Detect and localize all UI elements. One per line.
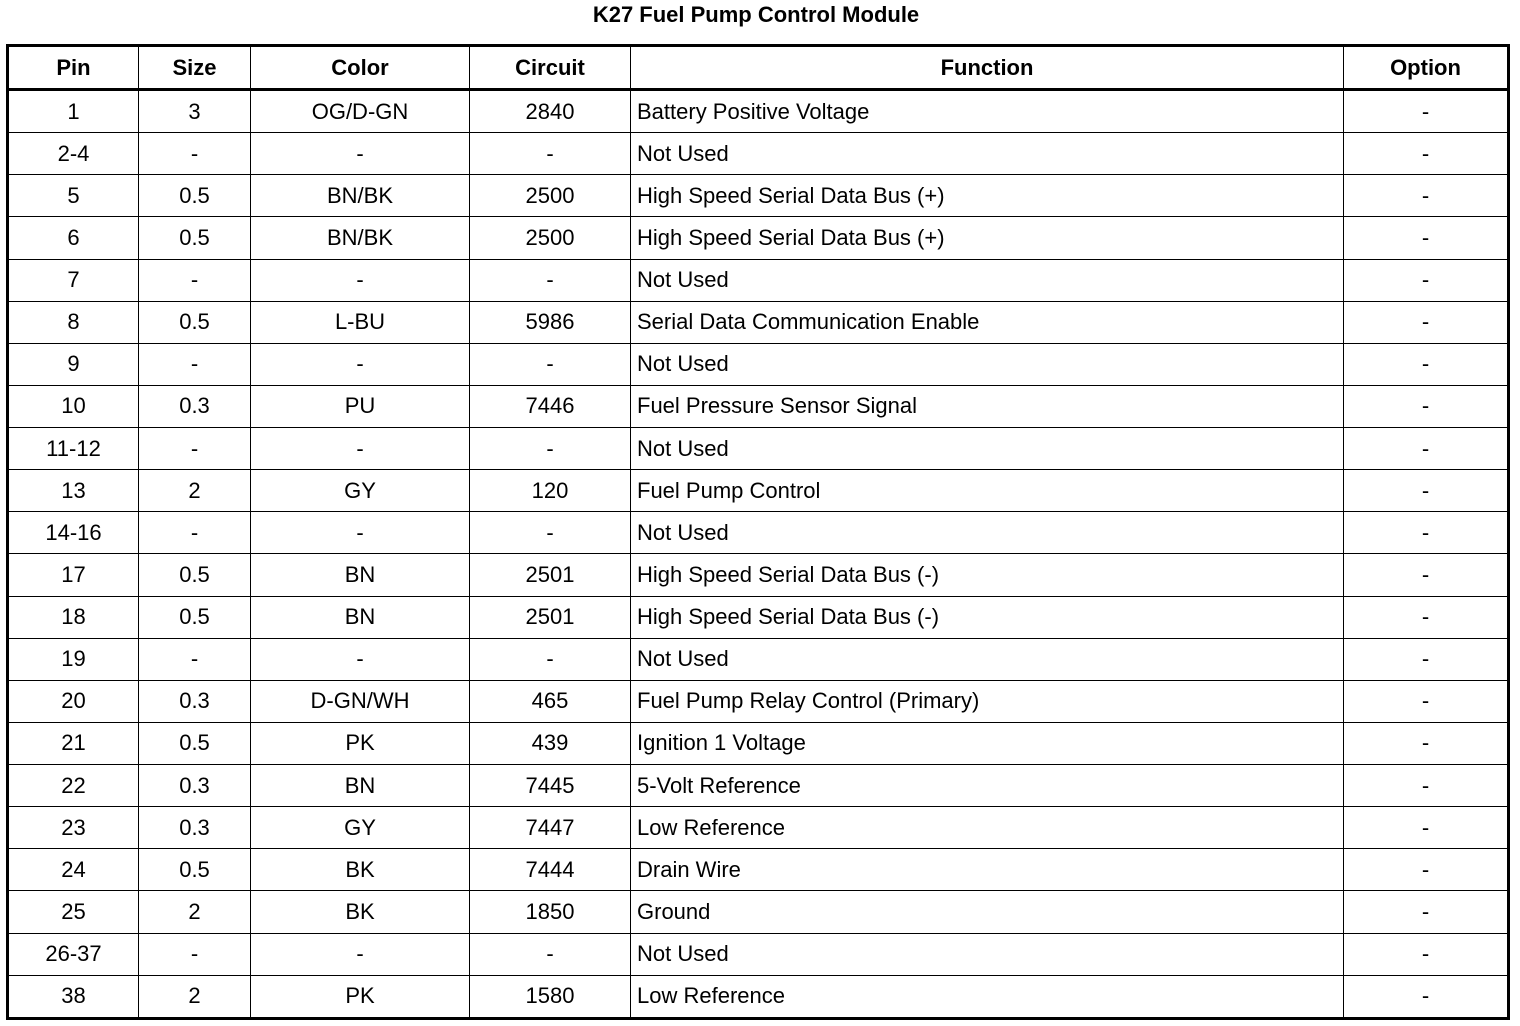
- cell-pin: 20: [8, 680, 139, 722]
- cell-pin: 23: [8, 807, 139, 849]
- cell-circuit: 2501: [470, 596, 631, 638]
- cell-size: 0.5: [139, 554, 251, 596]
- cell-function: Not Used: [631, 512, 1344, 554]
- cell-size: 0.5: [139, 849, 251, 891]
- cell-pin: 17: [8, 554, 139, 596]
- cell-pin: 22: [8, 765, 139, 807]
- table-row: [8, 554, 1509, 596]
- cell-function: Not Used: [631, 638, 1344, 680]
- cell-size: -: [139, 428, 251, 470]
- cell-size: 0.3: [139, 680, 251, 722]
- cell-function: Not Used: [631, 933, 1344, 975]
- cell-function: High Speed Serial Data Bus (+): [631, 217, 1344, 259]
- cell-option: -: [1344, 722, 1509, 764]
- cell-circuit: 5986: [470, 301, 631, 343]
- cell-pin: 1: [8, 90, 139, 133]
- cell-size: -: [139, 933, 251, 975]
- cell-circuit: -: [470, 638, 631, 680]
- cell-color: BN/BK: [251, 175, 470, 217]
- cell-option: -: [1344, 90, 1509, 133]
- cell-pin: 9: [8, 343, 139, 385]
- cell-pin: 19: [8, 638, 139, 680]
- cell-size: 0.3: [139, 807, 251, 849]
- cell-function: Battery Positive Voltage: [631, 90, 1344, 133]
- cell-circuit: 1580: [470, 975, 631, 1018]
- cell-function: Fuel Pump Relay Control (Primary): [631, 680, 1344, 722]
- cell-option: -: [1344, 680, 1509, 722]
- cell-color: -: [251, 133, 470, 175]
- cell-function: Ignition 1 Voltage: [631, 722, 1344, 764]
- table-row: [8, 596, 1509, 638]
- cell-option: -: [1344, 891, 1509, 933]
- cell-circuit: -: [470, 259, 631, 301]
- cell-circuit: -: [470, 933, 631, 975]
- cell-function: Fuel Pressure Sensor Signal: [631, 385, 1344, 427]
- cell-function: Low Reference: [631, 975, 1344, 1018]
- header-row: [8, 46, 1509, 90]
- cell-option: -: [1344, 975, 1509, 1018]
- table-row: [8, 259, 1509, 301]
- cell-circuit: 7445: [470, 765, 631, 807]
- cell-size: 0.5: [139, 175, 251, 217]
- cell-function: Ground: [631, 891, 1344, 933]
- cell-circuit: 7444: [470, 849, 631, 891]
- cell-circuit: 2840: [470, 90, 631, 133]
- cell-pin: 26-37: [8, 933, 139, 975]
- cell-color: GY: [251, 470, 470, 512]
- cell-function: Fuel Pump Control: [631, 470, 1344, 512]
- header-size: Size: [139, 46, 251, 90]
- header-function: Function: [631, 46, 1344, 90]
- cell-option: -: [1344, 849, 1509, 891]
- table-row: [8, 512, 1509, 554]
- cell-circuit: 1850: [470, 891, 631, 933]
- pinout-table: [6, 44, 1510, 1020]
- table-row: [8, 301, 1509, 343]
- cell-color: -: [251, 512, 470, 554]
- table-row: [8, 133, 1509, 175]
- header-circuit: Circuit: [470, 46, 631, 90]
- cell-color: PU: [251, 385, 470, 427]
- cell-color: -: [251, 343, 470, 385]
- cell-size: 2: [139, 891, 251, 933]
- cell-size: -: [139, 512, 251, 554]
- cell-circuit: 2500: [470, 175, 631, 217]
- cell-function: Not Used: [631, 259, 1344, 301]
- cell-option: -: [1344, 217, 1509, 259]
- table-row: [8, 975, 1509, 1018]
- cell-pin: 11-12: [8, 428, 139, 470]
- cell-color: GY: [251, 807, 470, 849]
- table-row: [8, 891, 1509, 933]
- cell-color: BN: [251, 765, 470, 807]
- cell-pin: 7: [8, 259, 139, 301]
- cell-color: -: [251, 259, 470, 301]
- cell-circuit: 7447: [470, 807, 631, 849]
- cell-size: 0.5: [139, 217, 251, 259]
- cell-size: 2: [139, 975, 251, 1018]
- cell-option: -: [1344, 428, 1509, 470]
- cell-color: PK: [251, 975, 470, 1018]
- cell-size: -: [139, 133, 251, 175]
- cell-color: BN/BK: [251, 217, 470, 259]
- cell-size: 0.3: [139, 385, 251, 427]
- cell-pin: 38: [8, 975, 139, 1018]
- cell-pin: 13: [8, 470, 139, 512]
- cell-function: High Speed Serial Data Bus (-): [631, 554, 1344, 596]
- cell-function: High Speed Serial Data Bus (+): [631, 175, 1344, 217]
- cell-size: 3: [139, 90, 251, 133]
- table-body: [8, 90, 1509, 1019]
- cell-circuit: -: [470, 133, 631, 175]
- cell-pin: 24: [8, 849, 139, 891]
- cell-option: -: [1344, 638, 1509, 680]
- cell-pin: 25: [8, 891, 139, 933]
- table-row: [8, 680, 1509, 722]
- cell-pin: 10: [8, 385, 139, 427]
- cell-color: PK: [251, 722, 470, 764]
- table-row: [8, 849, 1509, 891]
- cell-option: -: [1344, 596, 1509, 638]
- cell-size: 2: [139, 470, 251, 512]
- cell-circuit: -: [470, 428, 631, 470]
- cell-size: 0.5: [139, 722, 251, 764]
- cell-color: OG/D-GN: [251, 90, 470, 133]
- cell-function: Not Used: [631, 343, 1344, 385]
- cell-pin: 6: [8, 217, 139, 259]
- cell-size: -: [139, 343, 251, 385]
- cell-color: BN: [251, 554, 470, 596]
- cell-color: BN: [251, 596, 470, 638]
- table-row: [8, 933, 1509, 975]
- cell-option: -: [1344, 175, 1509, 217]
- cell-circuit: 2500: [470, 217, 631, 259]
- cell-option: -: [1344, 807, 1509, 849]
- table-row: [8, 343, 1509, 385]
- table-row: [8, 428, 1509, 470]
- cell-pin: 21: [8, 722, 139, 764]
- cell-option: -: [1344, 933, 1509, 975]
- table-row: [8, 90, 1509, 133]
- cell-color: -: [251, 428, 470, 470]
- table-row: [8, 175, 1509, 217]
- cell-function: Not Used: [631, 428, 1344, 470]
- header-pin: Pin: [8, 46, 139, 90]
- cell-option: -: [1344, 343, 1509, 385]
- cell-color: -: [251, 638, 470, 680]
- table-row: [8, 470, 1509, 512]
- cell-size: -: [139, 638, 251, 680]
- cell-option: -: [1344, 512, 1509, 554]
- cell-color: D-GN/WH: [251, 680, 470, 722]
- cell-circuit: -: [470, 343, 631, 385]
- cell-pin: 5: [8, 175, 139, 217]
- cell-size: 0.3: [139, 765, 251, 807]
- table-row: [8, 638, 1509, 680]
- header-option: Option: [1344, 46, 1509, 90]
- cell-pin: 18: [8, 596, 139, 638]
- cell-option: -: [1344, 385, 1509, 427]
- cell-pin: 14-16: [8, 512, 139, 554]
- table-row: [8, 722, 1509, 764]
- cell-color: L-BU: [251, 301, 470, 343]
- cell-pin: 2-4: [8, 133, 139, 175]
- cell-color: BK: [251, 849, 470, 891]
- table-row: [8, 807, 1509, 849]
- header-color: Color: [251, 46, 470, 90]
- cell-option: -: [1344, 554, 1509, 596]
- table-row: [8, 385, 1509, 427]
- table-title: K27 Fuel Pump Control Module: [592, 2, 920, 27]
- table-row: [8, 217, 1509, 259]
- cell-option: -: [1344, 765, 1509, 807]
- cell-color: BK: [251, 891, 470, 933]
- cell-color: -: [251, 933, 470, 975]
- cell-function: Serial Data Communication Enable: [631, 301, 1344, 343]
- cell-circuit: 439: [470, 722, 631, 764]
- table-row: [8, 765, 1509, 807]
- cell-circuit: -: [470, 512, 631, 554]
- cell-circuit: 2501: [470, 554, 631, 596]
- cell-function: Not Used: [631, 133, 1344, 175]
- cell-option: -: [1344, 133, 1509, 175]
- cell-pin: 8: [8, 301, 139, 343]
- cell-size: -: [139, 259, 251, 301]
- cell-size: 0.5: [139, 301, 251, 343]
- cell-function: Drain Wire: [631, 849, 1344, 891]
- cell-option: -: [1344, 259, 1509, 301]
- cell-function: 5-Volt Reference: [631, 765, 1344, 807]
- cell-circuit: 120: [470, 470, 631, 512]
- cell-size: 0.5: [139, 596, 251, 638]
- cell-option: -: [1344, 470, 1509, 512]
- cell-circuit: 465: [470, 680, 631, 722]
- cell-circuit: 7446: [470, 385, 631, 427]
- cell-function: Low Reference: [631, 807, 1344, 849]
- cell-option: -: [1344, 301, 1509, 343]
- cell-function: High Speed Serial Data Bus (-): [631, 596, 1344, 638]
